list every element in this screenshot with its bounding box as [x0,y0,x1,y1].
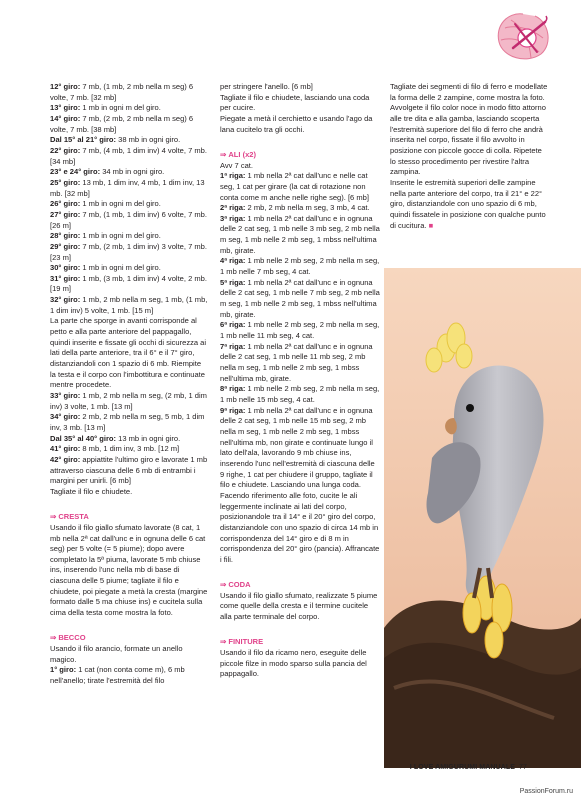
page-number: 77 [519,764,527,771]
round-instruction: 23° e 24° giro: 34 mb in ogni giro. [50,167,165,177]
round-instruction: 31° giro: 1 mb, (3 mb, 1 dim inv) 4 volte, 2 mb. [19 m] [50,273,207,294]
row-instruction: 4ª riga: 1 mb nelle 2 mb seg, 2 mb nella m seg, 1 mb nelle 7 mb seg, 4 cat. [220,256,380,277]
column-3 [390,82,548,231]
row-instruction: 6ª riga: 1 mb nelle 2 mb seg, 2 mb nella m seg, 1 mb nelle 11 mb seg, 4 cat. [220,320,380,341]
column-2 [220,82,380,680]
arrow-icon: ⇒ [220,149,227,159]
arrow-icon: ⇒ [220,637,227,647]
row-instruction: 3ª riga: 1 mb nella 2ª cat dall'unc e in ognuna delle 2 cat seg, 1 mb nelle 3 mb seg, 2 mb nella m seg, 1 mb nelle 2 mb seg, 1 mbss nell'ultima mb, girate. [220,213,380,255]
paragraph: Tagliate il filo e chiudete, lasciando una coda per cucire. [220,92,370,113]
round-instruction: 29° giro: 7 mb, (2 mb, 1 dim inv) 3 volte, 7 mb. [23 m] [50,241,207,262]
paragraph: Usando il filo giallo sfumato, realizzate 5 piume come quelle della cresta e il termine cucitele alla parte terminale del corpo. [220,590,378,622]
column-1 [50,82,208,687]
section-title-finiture: ⇒ FINITURE [220,637,264,647]
round-instruction: 1° giro: 1 cat (non conta come m), 6 mb nell'anello; tirate l'estremità del filo [50,665,185,685]
arrow-icon: ⇒ [220,580,227,590]
yarn-logo-icon [487,8,559,66]
end-mark-icon: ■ [428,220,434,230]
round-instruction: 26° giro: 1 mb in ogni m del giro. [50,199,161,209]
section-title-becco: ⇒ BECCO [50,633,86,643]
paragraph: Tagliate dei segmenti di filo di ferro e modellate la forma delle 2 zampine, come mostra la foto. [390,82,548,102]
round-instruction: 25° giro: 13 mb, 1 dim inv, 4 mb, 1 dim inv, 13 mb. [32 mb] [50,177,205,198]
row-instruction: 7ª riga: 1 mb nella 2ª cat dall'unc e in ognuna delle 2 cat seg, 1 mb nelle 11 mb seg, 2 mb nella m seg, 1 mb nelle 2 mb seg, 1 mbss nell'ultima mb, girate. [220,341,373,383]
round-instruction: 13° giro: 1 mb in ogni m del giro. [50,103,161,113]
row-instruction: 8ª riga: 1 mb nelle 2 mb seg, 2 mb nella m seg, 1 mb nelle 15 mb seg, 4 cat. [220,384,380,404]
paragraph: Piegate a metà il cerchietto e usando l'ago da lana cucitelo tra gli occhi. [220,113,373,134]
round-instruction: 27° giro: 7 mb, (1 mb, 1 dim inv) 6 volte, 7 mb. [26 m] [50,209,207,230]
round-instruction: 28° giro: 1 mb in ogni m del giro. [50,231,161,241]
parrot-photo [384,268,581,768]
paragraph: Avvolgete il filo color noce in modo fitto attorno alle tre dita e alla gamba, lasciando scoperta l'estremità superiore del filo di ferro che andrà inserita nel corpo, fissate il filo avvolto in posizione con piccole gocce di colla. Ripetete lo stesso procedimento per rivestire l'altra zampina. [390,103,546,177]
row-instruction: 2ª riga: 2 mb, 2 mb nella m seg, 3 mb, 4 cat. [220,203,370,213]
paragraph: Avv 7 cat. [220,160,253,170]
round-instruction: Dal 15° al 21° giro: 38 mb in ogni giro. [50,135,181,145]
paragraph: Usando il filo da ricamo nero, eseguite delle piccole filze in modo sparso sulla pancia del pappagallo. [220,647,367,679]
section-title-coda: ⇒ CODA [220,580,251,590]
round-instruction: Tagliate il filo e chiudete. [50,486,133,496]
page-footer [0,758,581,800]
round-instruction: 30° giro: 1 mb in ogni m del giro. [50,263,161,273]
round-instruction: 14° giro: 7 mb, (2 mb, 2 mb nella m seg) 6 volte, 7 mb. [38 mb] [50,113,194,134]
paragraph: per stringere l'anello. [6 mb] [220,82,313,91]
footer-title: I LOVE AMIGURUMI MANUALE 77 [409,764,527,771]
row-instruction: 9ª riga: 1 mb nella 2ª cat dall'unc e in ognuna delle 2 cat seg, 1 mb nelle 15 mb seg, 2 mb nella m seg, 1 mb nelle 2 mb seg, 1 mbss nell'ultima mb, non girate e continuate lungo il lato dell'ala, lavorando 9 mb chiuse ins, inserendo l'unc nell'estremità di ciascuna delle 9 righe, 1 cat per chiudere il gruppo, tagliate il filo e chiudete. Lasciando una lunga coda. [220,405,375,490]
paragraph: Usando il filo arancio, formate un anello magico. [50,644,183,664]
row-instruction: 1ª riga: 1 mb nella 2ª cat dall'unc e nelle cat seg, 1 cat per girare (la cat di rotazione non conta come m anche nelle righe seg). [6 mb] [220,171,369,202]
round-instruction: Dal 35° al 40° giro: 13 mb in ogni giro. [50,433,181,443]
round-instruction: 32° giro: 1 mb, 2 mb nella m seg, 1 mb, (1 mb, 1 dim inv) 5 volte, 1 mb. [15 m] [50,295,208,315]
paragraph: Facendo riferimento alle foto, cucite le ali leggermente inclinate ai lati del corpo, posizionandole tra il 14° e il 20° giro del corpo, distanziandole con uno spazio di circa 14 mb in corrispondenza del 14° giro e di 8 m in corrispondenza del 20° giro (pancia). Affrancate i fili. [220,490,380,564]
section-title-ali: ⇒ ALI (x2) [220,149,257,159]
watermark: PassionForum.ru [519,788,573,795]
arrow-icon: ⇒ [50,633,57,643]
round-instruction: 33° giro: 1 mb, 2 mb nella m seg, (2 mb, 1 dim inv) 3 volte, 1 mb. [13 m] [50,391,207,411]
round-instruction: 12° giro: 7 mb, (1 mb, 2 mb nella m seg) 6 volte, 7 mb. [32 mb] [50,82,194,102]
row-instruction: 5ª riga: 1 mb nella 2ª cat dall'unc e in ognuna delle 2 cat seg, 1 mb nelle 7 mb seg, 2 mb nella m seg, 1 mb nelle 2 mb seg, 1 mbss nell'ultima mb, girate. [220,277,380,319]
paragraph: Usando il filo giallo sfumato lavorate (8 cat, 1 mb nella 2ª cat dall'unc e in ognuna delle 6 cat seg) per 5 volte (= 5 piume); dopo avere completato la 5ª piuma, lavorate 5 mb chiuse ins, inserendo l'unc nella mb di base di ciascuna delle 5 piume; tagliate il filo e chiudete, poi piegate a metà la cresta (margine formato dalle 5 ma chiuse ins) e cucitela sulla cima della testa come mostra la foto. [50,522,208,618]
arrow-icon: ⇒ [50,512,57,522]
round-instruction: 42° giro: appiattite l'ultimo giro e lavorate 1 mb attraverso ciascuna delle 6 mb di entrambi i margini per unirli. [6 mb] [50,454,208,486]
round-instruction: 22° giro: 7 mb, (4 mb, 1 dim inv) 4 volte, 7 mb. [34 mb] [50,145,207,166]
round-instruction: 34° giro: 2 mb, 2 mb nella m seg, 5 mb, 1 dim inv, 3 mb. [13 m] [50,412,205,432]
section-title-cresta: ⇒ CRESTA [50,512,89,522]
paragraph: Inserite le estremità superiori delle zampine nella parte anteriore del corpo, tra il 21° e 22° giro, distanziandole con uno spazio di 6 mb, quindi fissatele in posizione con qualche punto di cucitura. ■ [390,177,546,230]
round-instruction: 41° giro: 8 mb, 1 dim inv, 3 mb. [12 m] [50,444,180,454]
round-instruction: La parte che sporge in avanti corrisponde al petto e alla parte anteriore del pappagallo, quindi inserite e fissate gli occhi di sicurezza ai lati della parte anteriore, tra il 6° e il 7° giro, distanziandoli con 1 spazio di 6 mb. Riempite la testa e il corpo con l'imbottitura e continuate mentre procedete. [50,316,207,390]
